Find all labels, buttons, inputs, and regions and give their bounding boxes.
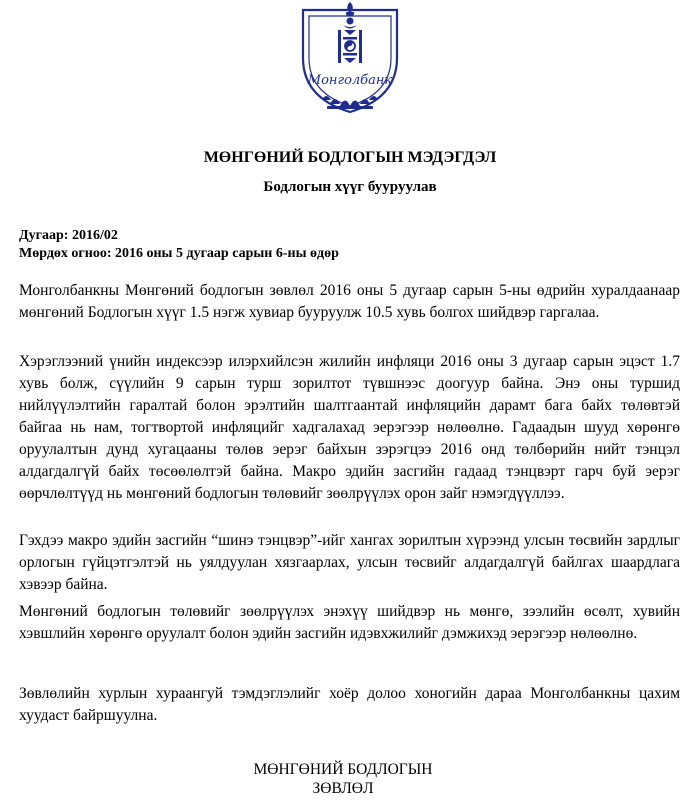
page-title: МӨНГӨНИЙ БОДЛОГЫН МЭДЭГДЭЛ — [203, 149, 497, 166]
body-paragraph: Хэрэглээний үнийн индексээр илэрхийлсэн жилийн инфляци 2016 оны 3 дугаар сарын эцэст 1.7 хувь болж, сүүлийн 9 сарын турш зорилтот түвшнээс доогуур байна. Энэ оны туршид нийлүүлэлтийн гаралтай болон эрэлтийн шалтгаантай инфляцийн дарамт бага байх төлөвтэй байгаа нь нам, тогтвортой инфляцийг хадгалахад эерэгээр нөлөөлнө. Гадаадын шууд хөрөнгө оруулалтын дунд хугацааны төлөв эерэг байхын зэрэгцээ 2016 онд төлбөрийн нийт тэнцэл алдагдалгүй байх төсөөлөлтэй байна. Макро эдийн засгийн гадаад тэнцвэрт гарч буй эерэг өөрчлөлтүүд нь мөнгөний бодлогын төлөвийг зөөлрүүлэх орон зайг нэмэгдүүллээ. — [19, 353, 680, 502]
mongolbank-logo — [285, 0, 415, 118]
body-paragraph: Гэхдээ макро эдийн засгийн “шинэ тэнцвэр”-ийг хангах зорилтын хүрээнд улсын төсвийн зардлыг орлогын гүйцэтгэлтэй нь уялдуулан хязгаарлах, улсын төсвийг алдагдалгүй байлгах шаардлага хэвээр байна. — [19, 532, 680, 593]
signature-line-1: МӨНГӨНИЙ БОДЛОГЫН — [253, 761, 433, 778]
body-paragraph: Мөнгөний бодлогын төлөвийг зөөлрүүлэх энэхүү шийдвэр нь мөнгө, зээлийн өсөлт, хувийн хэвшлийн хөрөнгө оруулалт болон эдийн засгийн идэвхжилийг дэмжихэд эерэгээр нөлөөлнө. — [19, 603, 680, 642]
statement-number: Дугаар: 2016/02 — [19, 228, 118, 243]
logo-script-text: Монголбанк — [307, 73, 393, 88]
page-subtitle: Бодлогын хүүг бууруулав — [263, 179, 437, 195]
body-paragraph: Зөвлөлийн хурлын хураангуй тэмдэглэлийг хоёр долоо хоногийн дараа Монголбанкны цахим хуудаст байршуулна. — [19, 685, 680, 724]
effective-date: Мөрдөх огноо: 2016 оны 5 дугаар сарын 6-ны өдөр — [19, 246, 339, 261]
body-paragraph: Монголбанкны Мөнгөний бодлогын зөвлөл 2016 оны 5 дугаар сарын 5-ны өдрийн хуралдаанаар мөнгөний Бодлогын хүүг 1.5 нэгж хувиар бууруулж 10.5 хувь болгох шийдвэр гаргалаа. — [19, 282, 680, 321]
signature-line-2: ЗӨВЛӨЛ — [312, 780, 374, 797]
